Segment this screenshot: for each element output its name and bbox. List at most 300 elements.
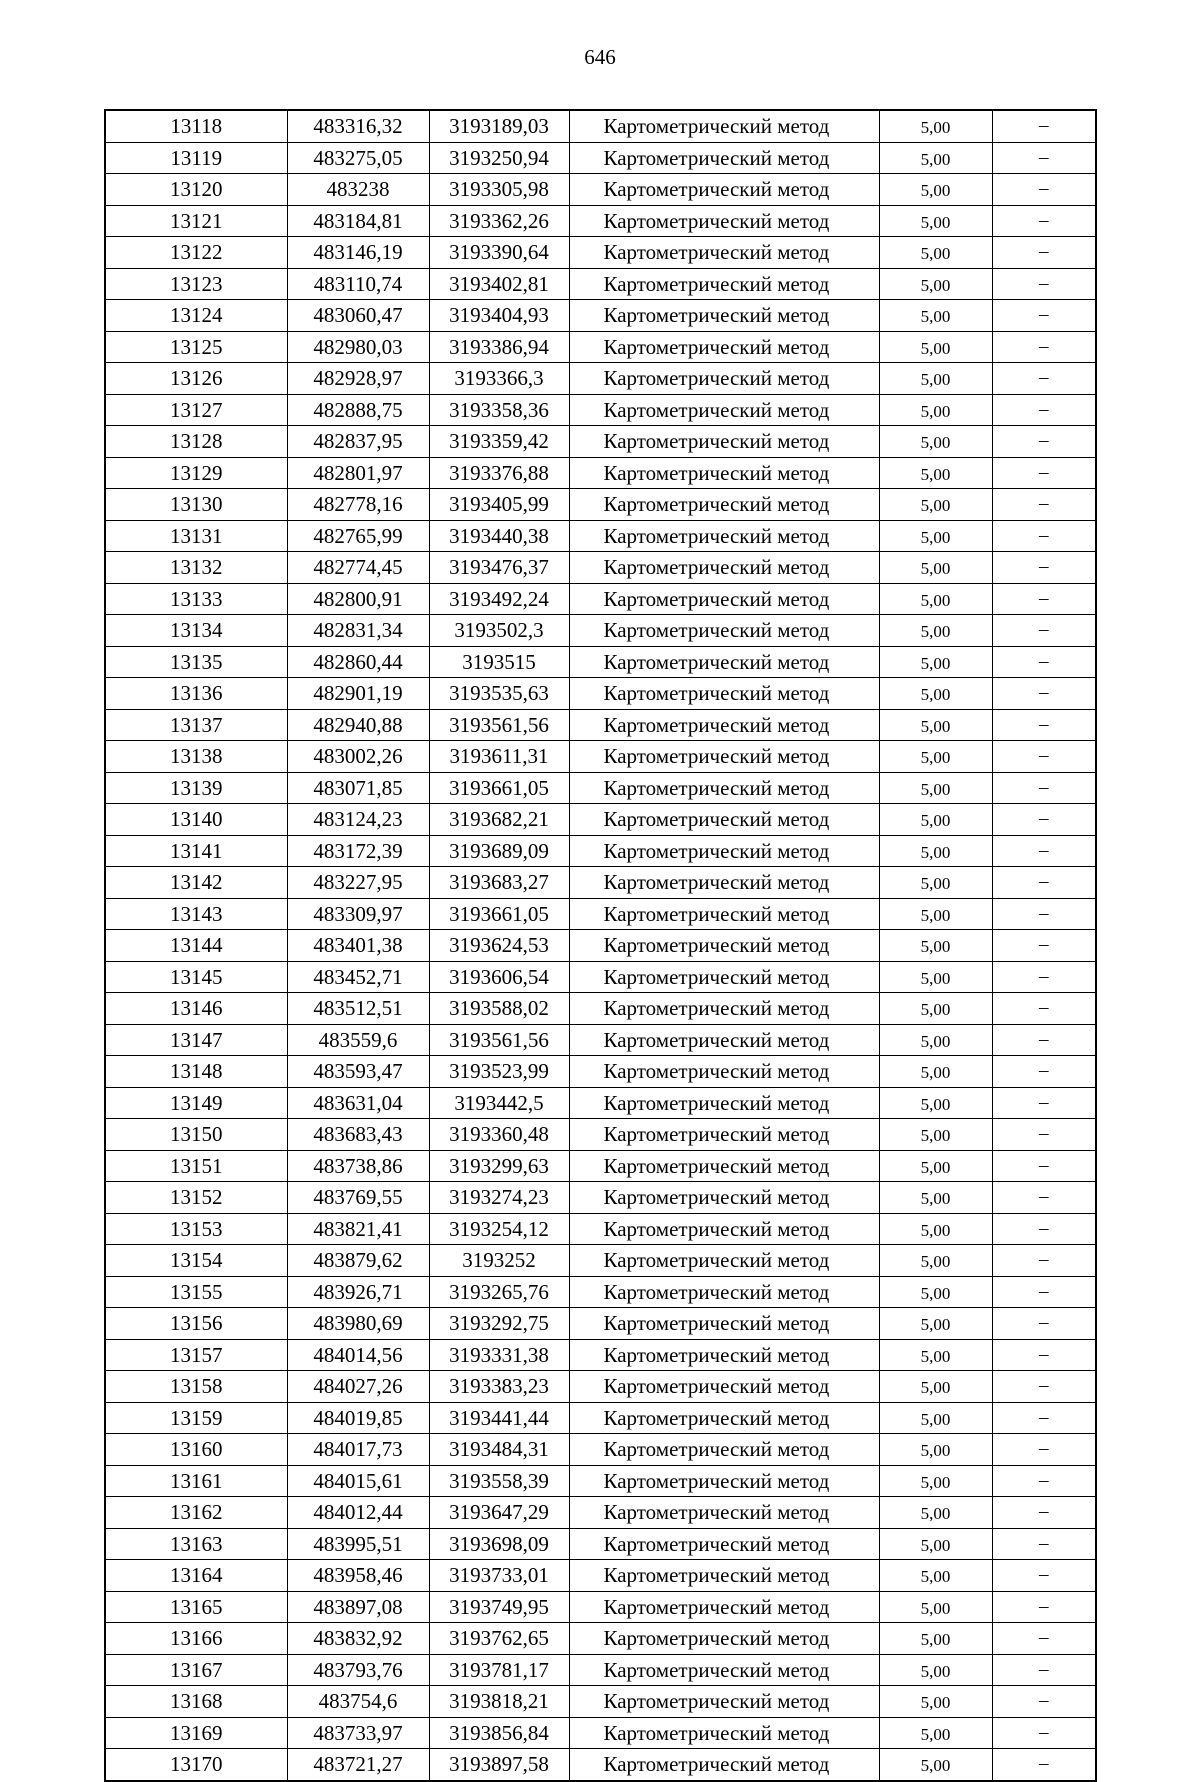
note-cell: –	[992, 1339, 1096, 1371]
y-coordinate-cell: 3193647,29	[429, 1497, 569, 1529]
x-coordinate-cell: 483002,26	[287, 741, 429, 773]
method-cell: Картометрический метод	[569, 1371, 879, 1403]
accuracy-cell: 5,00	[879, 1371, 992, 1403]
x-coordinate-cell: 483821,41	[287, 1213, 429, 1245]
x-coordinate-cell: 483926,71	[287, 1276, 429, 1308]
method-cell: Картометрический метод	[569, 552, 879, 584]
accuracy-cell: 5,00	[879, 835, 992, 867]
y-coordinate-cell: 3193733,01	[429, 1560, 569, 1592]
point-number-cell: 13166	[105, 1623, 287, 1655]
note-cell: –	[992, 237, 1096, 269]
method-cell: Картометрический метод	[569, 1056, 879, 1088]
y-coordinate-cell: 3193189,03	[429, 110, 569, 142]
table-row	[105, 1056, 1096, 1088]
x-coordinate-cell: 483238	[287, 174, 429, 206]
table-row	[105, 835, 1096, 867]
point-number-cell: 13160	[105, 1434, 287, 1466]
x-coordinate-cell: 483980,69	[287, 1308, 429, 1340]
x-coordinate-cell: 483512,51	[287, 993, 429, 1025]
accuracy-cell: 5,00	[879, 174, 992, 206]
table-row	[105, 741, 1096, 773]
point-number-cell: 13151	[105, 1150, 287, 1182]
y-coordinate-cell: 3193698,09	[429, 1528, 569, 1560]
coordinates-table	[104, 109, 1097, 1782]
table-row	[105, 1245, 1096, 1277]
y-coordinate-cell: 3193252	[429, 1245, 569, 1277]
x-coordinate-cell: 482831,34	[287, 615, 429, 647]
accuracy-cell: 5,00	[879, 237, 992, 269]
y-coordinate-cell: 3193362,26	[429, 205, 569, 237]
method-cell: Картометрический метод	[569, 678, 879, 710]
method-cell: Картометрический метод	[569, 1623, 879, 1655]
x-coordinate-cell: 483754,6	[287, 1686, 429, 1718]
method-cell: Картометрический метод	[569, 300, 879, 332]
point-number-cell: 13155	[105, 1276, 287, 1308]
note-cell: –	[992, 1591, 1096, 1623]
method-cell: Картометрический метод	[569, 835, 879, 867]
table-row	[105, 867, 1096, 899]
accuracy-cell: 5,00	[879, 772, 992, 804]
table-row	[105, 1024, 1096, 1056]
method-cell: Картометрический метод	[569, 174, 879, 206]
point-number-cell: 13130	[105, 489, 287, 521]
point-number-cell: 13167	[105, 1654, 287, 1686]
point-number-cell: 13133	[105, 583, 287, 615]
y-coordinate-cell: 3193561,56	[429, 1024, 569, 1056]
accuracy-cell: 5,00	[879, 646, 992, 678]
accuracy-cell: 5,00	[879, 552, 992, 584]
point-number-cell: 13154	[105, 1245, 287, 1277]
point-number-cell: 13126	[105, 363, 287, 395]
table-row	[105, 1528, 1096, 1560]
y-coordinate-cell: 3193492,24	[429, 583, 569, 615]
accuracy-cell: 5,00	[879, 110, 992, 142]
y-coordinate-cell: 3193856,84	[429, 1717, 569, 1749]
point-number-cell: 13141	[105, 835, 287, 867]
note-cell: –	[992, 426, 1096, 458]
method-cell: Картометрический метод	[569, 1276, 879, 1308]
accuracy-cell: 5,00	[879, 1182, 992, 1214]
note-cell: –	[992, 1056, 1096, 1088]
accuracy-cell: 5,00	[879, 426, 992, 458]
point-number-cell: 13169	[105, 1717, 287, 1749]
table-row	[105, 457, 1096, 489]
note-cell: –	[992, 583, 1096, 615]
y-coordinate-cell: 3193404,93	[429, 300, 569, 332]
point-number-cell: 13128	[105, 426, 287, 458]
accuracy-cell: 5,00	[879, 678, 992, 710]
table-row	[105, 1150, 1096, 1182]
note-cell: –	[992, 1182, 1096, 1214]
note-cell: –	[992, 993, 1096, 1025]
note-cell: –	[992, 835, 1096, 867]
accuracy-cell: 5,00	[879, 1528, 992, 1560]
x-coordinate-cell: 484015,61	[287, 1465, 429, 1497]
accuracy-cell: 5,00	[879, 1686, 992, 1718]
method-cell: Картометрический метод	[569, 867, 879, 899]
accuracy-cell: 5,00	[879, 1339, 992, 1371]
x-coordinate-cell: 482928,97	[287, 363, 429, 395]
y-coordinate-cell: 3193523,99	[429, 1056, 569, 1088]
method-cell: Картометрический метод	[569, 615, 879, 647]
coordinates-table-body	[105, 110, 1096, 1781]
method-cell: Картометрический метод	[569, 110, 879, 142]
note-cell: –	[992, 457, 1096, 489]
method-cell: Картометрический метод	[569, 205, 879, 237]
table-row	[105, 615, 1096, 647]
point-number-cell: 13136	[105, 678, 287, 710]
table-row	[105, 646, 1096, 678]
method-cell: Картометрический метод	[569, 1591, 879, 1623]
y-coordinate-cell: 3193405,99	[429, 489, 569, 521]
accuracy-cell: 5,00	[879, 1402, 992, 1434]
table-row	[105, 142, 1096, 174]
method-cell: Картометрический метод	[569, 1560, 879, 1592]
y-coordinate-cell: 3193402,81	[429, 268, 569, 300]
note-cell: –	[992, 174, 1096, 206]
accuracy-cell: 5,00	[879, 993, 992, 1025]
table-row	[105, 552, 1096, 584]
method-cell: Картометрический метод	[569, 394, 879, 426]
y-coordinate-cell: 3193661,05	[429, 772, 569, 804]
point-number-cell: 13156	[105, 1308, 287, 1340]
method-cell: Картометрический метод	[569, 583, 879, 615]
method-cell: Картометрический метод	[569, 1339, 879, 1371]
point-number-cell: 13164	[105, 1560, 287, 1592]
y-coordinate-cell: 3193366,3	[429, 363, 569, 395]
note-cell: –	[992, 1560, 1096, 1592]
note-cell: –	[992, 110, 1096, 142]
method-cell: Картометрический метод	[569, 363, 879, 395]
accuracy-cell: 5,00	[879, 1749, 992, 1781]
point-number-cell: 13129	[105, 457, 287, 489]
point-number-cell: 13124	[105, 300, 287, 332]
note-cell: –	[992, 205, 1096, 237]
accuracy-cell: 5,00	[879, 1119, 992, 1151]
x-coordinate-cell: 483071,85	[287, 772, 429, 804]
method-cell: Картометрический метод	[569, 1749, 879, 1781]
accuracy-cell: 5,00	[879, 457, 992, 489]
y-coordinate-cell: 3193535,63	[429, 678, 569, 710]
method-cell: Картометрический метод	[569, 1245, 879, 1277]
method-cell: Картометрический метод	[569, 1213, 879, 1245]
y-coordinate-cell: 3193606,54	[429, 961, 569, 993]
table-row	[105, 1434, 1096, 1466]
table-row	[105, 110, 1096, 142]
method-cell: Картометрический метод	[569, 741, 879, 773]
point-number-cell: 13152	[105, 1182, 287, 1214]
y-coordinate-cell: 3193897,58	[429, 1749, 569, 1781]
y-coordinate-cell: 3193484,31	[429, 1434, 569, 1466]
accuracy-cell: 5,00	[879, 1434, 992, 1466]
accuracy-cell: 5,00	[879, 1465, 992, 1497]
accuracy-cell: 5,00	[879, 142, 992, 174]
note-cell: –	[992, 1717, 1096, 1749]
table-row	[105, 1308, 1096, 1340]
y-coordinate-cell: 3193624,53	[429, 930, 569, 962]
x-coordinate-cell: 483124,23	[287, 804, 429, 836]
table-row	[105, 1182, 1096, 1214]
note-cell: –	[992, 930, 1096, 962]
y-coordinate-cell: 3193265,76	[429, 1276, 569, 1308]
method-cell: Картометрический метод	[569, 1717, 879, 1749]
x-coordinate-cell: 484027,26	[287, 1371, 429, 1403]
y-coordinate-cell: 3193818,21	[429, 1686, 569, 1718]
x-coordinate-cell: 483721,27	[287, 1749, 429, 1781]
method-cell: Картометрический метод	[569, 142, 879, 174]
point-number-cell: 13148	[105, 1056, 287, 1088]
method-cell: Картометрический метод	[569, 930, 879, 962]
x-coordinate-cell: 483275,05	[287, 142, 429, 174]
table-row	[105, 174, 1096, 206]
note-cell: –	[992, 615, 1096, 647]
table-row	[105, 898, 1096, 930]
note-cell: –	[992, 1276, 1096, 1308]
point-number-cell: 13138	[105, 741, 287, 773]
accuracy-cell: 5,00	[879, 709, 992, 741]
point-number-cell: 13123	[105, 268, 287, 300]
x-coordinate-cell: 483309,97	[287, 898, 429, 930]
x-coordinate-cell: 483683,43	[287, 1119, 429, 1151]
page-number: 646	[584, 45, 616, 69]
y-coordinate-cell: 3193250,94	[429, 142, 569, 174]
accuracy-cell: 5,00	[879, 394, 992, 426]
accuracy-cell: 5,00	[879, 961, 992, 993]
method-cell: Картометрический метод	[569, 457, 879, 489]
note-cell: –	[992, 394, 1096, 426]
accuracy-cell: 5,00	[879, 1276, 992, 1308]
x-coordinate-cell: 482801,97	[287, 457, 429, 489]
method-cell: Картометрический метод	[569, 1024, 879, 1056]
accuracy-cell: 5,00	[879, 268, 992, 300]
accuracy-cell: 5,00	[879, 520, 992, 552]
method-cell: Картометрический метод	[569, 1465, 879, 1497]
note-cell: –	[992, 489, 1096, 521]
x-coordinate-cell: 482765,99	[287, 520, 429, 552]
accuracy-cell: 5,00	[879, 1024, 992, 1056]
x-coordinate-cell: 483897,08	[287, 1591, 429, 1623]
note-cell: –	[992, 804, 1096, 836]
x-coordinate-cell: 483995,51	[287, 1528, 429, 1560]
accuracy-cell: 5,00	[879, 867, 992, 899]
y-coordinate-cell: 3193558,39	[429, 1465, 569, 1497]
x-coordinate-cell: 484017,73	[287, 1434, 429, 1466]
accuracy-cell: 5,00	[879, 615, 992, 647]
method-cell: Картометрический метод	[569, 1402, 879, 1434]
point-number-cell: 13144	[105, 930, 287, 962]
note-cell: –	[992, 678, 1096, 710]
x-coordinate-cell: 483172,39	[287, 835, 429, 867]
y-coordinate-cell: 3193689,09	[429, 835, 569, 867]
note-cell: –	[992, 867, 1096, 899]
x-coordinate-cell: 482774,45	[287, 552, 429, 584]
note-cell: –	[992, 1528, 1096, 1560]
note-cell: –	[992, 331, 1096, 363]
y-coordinate-cell: 3193358,36	[429, 394, 569, 426]
point-number-cell: 13140	[105, 804, 287, 836]
x-coordinate-cell: 483738,86	[287, 1150, 429, 1182]
y-coordinate-cell: 3193588,02	[429, 993, 569, 1025]
point-number-cell: 13142	[105, 867, 287, 899]
accuracy-cell: 5,00	[879, 1560, 992, 1592]
note-cell: –	[992, 300, 1096, 332]
table-row	[105, 1213, 1096, 1245]
table-row	[105, 426, 1096, 458]
table-row	[105, 394, 1096, 426]
method-cell: Картометрический метод	[569, 898, 879, 930]
table-row	[105, 804, 1096, 836]
point-number-cell: 13143	[105, 898, 287, 930]
accuracy-cell: 5,00	[879, 804, 992, 836]
note-cell: –	[992, 1245, 1096, 1277]
point-number-cell: 13149	[105, 1087, 287, 1119]
note-cell: –	[992, 1150, 1096, 1182]
note-cell: –	[992, 772, 1096, 804]
table-row	[105, 1717, 1096, 1749]
accuracy-cell: 5,00	[879, 1245, 992, 1277]
y-coordinate-cell: 3193611,31	[429, 741, 569, 773]
table-row	[105, 520, 1096, 552]
table-row	[105, 1686, 1096, 1718]
method-cell: Картометрический метод	[569, 1497, 879, 1529]
accuracy-cell: 5,00	[879, 583, 992, 615]
y-coordinate-cell: 3193331,38	[429, 1339, 569, 1371]
point-number-cell: 13145	[105, 961, 287, 993]
y-coordinate-cell: 3193682,21	[429, 804, 569, 836]
x-coordinate-cell: 483227,95	[287, 867, 429, 899]
x-coordinate-cell: 483559,6	[287, 1024, 429, 1056]
table-row	[105, 268, 1096, 300]
table-row	[105, 1560, 1096, 1592]
method-cell: Картометрический метод	[569, 1654, 879, 1686]
table-row	[105, 1654, 1096, 1686]
x-coordinate-cell: 483316,32	[287, 110, 429, 142]
y-coordinate-cell: 3193386,94	[429, 331, 569, 363]
y-coordinate-cell: 3193440,38	[429, 520, 569, 552]
note-cell: –	[992, 520, 1096, 552]
y-coordinate-cell: 3193274,23	[429, 1182, 569, 1214]
y-coordinate-cell: 3193762,65	[429, 1623, 569, 1655]
x-coordinate-cell: 484014,56	[287, 1339, 429, 1371]
accuracy-cell: 5,00	[879, 331, 992, 363]
table-row	[105, 1497, 1096, 1529]
point-number-cell: 13162	[105, 1497, 287, 1529]
method-cell: Картометрический метод	[569, 1308, 879, 1340]
x-coordinate-cell: 483146,19	[287, 237, 429, 269]
table-row	[105, 1402, 1096, 1434]
point-number-cell: 13146	[105, 993, 287, 1025]
accuracy-cell: 5,00	[879, 1056, 992, 1088]
note-cell: –	[992, 268, 1096, 300]
method-cell: Картометрический метод	[569, 1119, 879, 1151]
note-cell: –	[992, 1402, 1096, 1434]
method-cell: Картометрический метод	[569, 1087, 879, 1119]
point-number-cell: 13135	[105, 646, 287, 678]
note-cell: –	[992, 1497, 1096, 1529]
point-number-cell: 13170	[105, 1749, 287, 1781]
accuracy-cell: 5,00	[879, 1654, 992, 1686]
point-number-cell: 13122	[105, 237, 287, 269]
note-cell: –	[992, 1654, 1096, 1686]
method-cell: Картометрический метод	[569, 961, 879, 993]
note-cell: –	[992, 1686, 1096, 1718]
x-coordinate-cell: 483401,38	[287, 930, 429, 962]
point-number-cell: 13118	[105, 110, 287, 142]
accuracy-cell: 5,00	[879, 300, 992, 332]
x-coordinate-cell: 482778,16	[287, 489, 429, 521]
table-row	[105, 331, 1096, 363]
note-cell: –	[992, 552, 1096, 584]
accuracy-cell: 5,00	[879, 1623, 992, 1655]
x-coordinate-cell: 483452,71	[287, 961, 429, 993]
accuracy-cell: 5,00	[879, 1497, 992, 1529]
accuracy-cell: 5,00	[879, 1150, 992, 1182]
point-number-cell: 13168	[105, 1686, 287, 1718]
note-cell: –	[992, 709, 1096, 741]
x-coordinate-cell: 483879,62	[287, 1245, 429, 1277]
accuracy-cell: 5,00	[879, 1717, 992, 1749]
note-cell: –	[992, 1749, 1096, 1781]
point-number-cell: 13157	[105, 1339, 287, 1371]
point-number-cell: 13125	[105, 331, 287, 363]
note-cell: –	[992, 363, 1096, 395]
note-cell: –	[992, 1087, 1096, 1119]
accuracy-cell: 5,00	[879, 489, 992, 521]
method-cell: Картометрический метод	[569, 237, 879, 269]
method-cell: Картометрический метод	[569, 1686, 879, 1718]
x-coordinate-cell: 484019,85	[287, 1402, 429, 1434]
table-row	[105, 930, 1096, 962]
method-cell: Картометрический метод	[569, 1150, 879, 1182]
point-number-cell: 13132	[105, 552, 287, 584]
accuracy-cell: 5,00	[879, 1591, 992, 1623]
method-cell: Картометрический метод	[569, 520, 879, 552]
method-cell: Картометрический метод	[569, 646, 879, 678]
x-coordinate-cell: 483110,74	[287, 268, 429, 300]
table-row	[105, 300, 1096, 332]
x-coordinate-cell: 483733,97	[287, 1717, 429, 1749]
y-coordinate-cell: 3193683,27	[429, 867, 569, 899]
table-row	[105, 489, 1096, 521]
table-row	[105, 583, 1096, 615]
y-coordinate-cell: 3193305,98	[429, 174, 569, 206]
accuracy-cell: 5,00	[879, 1087, 992, 1119]
y-coordinate-cell: 3193476,37	[429, 552, 569, 584]
x-coordinate-cell: 483184,81	[287, 205, 429, 237]
y-coordinate-cell: 3193383,23	[429, 1371, 569, 1403]
method-cell: Картометрический метод	[569, 772, 879, 804]
x-coordinate-cell: 483832,92	[287, 1623, 429, 1655]
note-cell: –	[992, 1465, 1096, 1497]
note-cell: –	[992, 741, 1096, 773]
y-coordinate-cell: 3193360,48	[429, 1119, 569, 1151]
table-row	[105, 363, 1096, 395]
method-cell: Картометрический метод	[569, 426, 879, 458]
method-cell: Картометрический метод	[569, 1434, 879, 1466]
accuracy-cell: 5,00	[879, 1308, 992, 1340]
table-row	[105, 1371, 1096, 1403]
table-row	[105, 237, 1096, 269]
y-coordinate-cell: 3193359,42	[429, 426, 569, 458]
method-cell: Картометрический метод	[569, 993, 879, 1025]
y-coordinate-cell: 3193299,63	[429, 1150, 569, 1182]
note-cell: –	[992, 646, 1096, 678]
x-coordinate-cell: 483060,47	[287, 300, 429, 332]
y-coordinate-cell: 3193376,88	[429, 457, 569, 489]
x-coordinate-cell: 483793,76	[287, 1654, 429, 1686]
point-number-cell: 13137	[105, 709, 287, 741]
y-coordinate-cell: 3193515	[429, 646, 569, 678]
